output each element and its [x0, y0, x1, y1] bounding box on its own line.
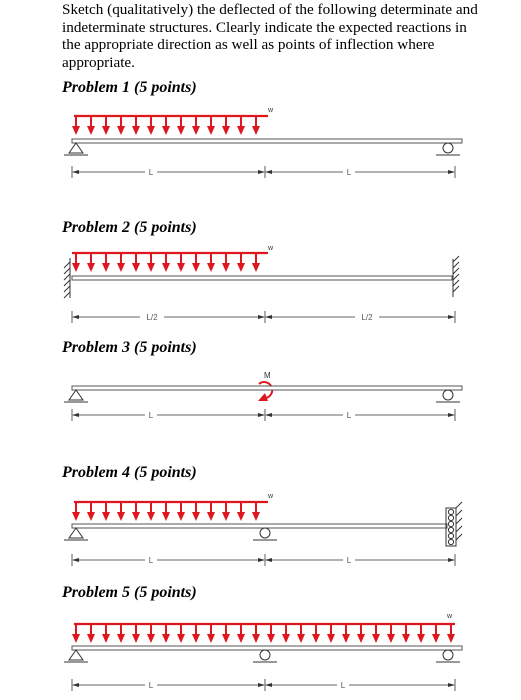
- problem-1-title: Problem 1 (5 points): [62, 79, 197, 96]
- distributed-load: [72, 116, 268, 135]
- load-arrows: [72, 502, 260, 521]
- roller-support-icon: [253, 650, 277, 662]
- problem-3-title: Problem 3 (5 points): [62, 339, 197, 356]
- pin-support-icon: [64, 390, 88, 402]
- fixed-support-left-icon: [64, 258, 70, 298]
- span-label: L: [148, 681, 154, 690]
- span-label: L: [346, 168, 352, 177]
- load-arrows: [72, 624, 455, 643]
- problem-2-figure: [0, 240, 521, 330]
- problem-2-title: Problem 2 (5 points): [62, 219, 197, 236]
- problem-5-figure: [0, 605, 521, 700]
- load-arrows: [72, 116, 260, 135]
- problem-4-figure: [0, 485, 521, 575]
- span-label: L: [346, 556, 352, 565]
- beam: [72, 276, 452, 280]
- dimension-line: [72, 166, 455, 178]
- problem-3-figure: [0, 360, 521, 450]
- dimension-line: [72, 311, 455, 323]
- beam: [72, 386, 462, 390]
- beam: [72, 524, 447, 528]
- problem-4-title: Problem 4 (5 points): [62, 464, 197, 481]
- span-label: L: [346, 411, 352, 420]
- load-label: w: [447, 613, 453, 620]
- problem-1-figure: [0, 100, 521, 190]
- dimension-line: [72, 679, 455, 691]
- roller-support-icon: [436, 650, 460, 662]
- dimension-line: [72, 554, 455, 566]
- distributed-load: [72, 624, 455, 643]
- dimension-line: [72, 409, 455, 421]
- beam: [72, 139, 462, 143]
- span-label: L: [148, 411, 154, 420]
- distributed-load: [72, 253, 268, 272]
- beam: [72, 646, 462, 650]
- pin-support-icon: [64, 143, 88, 155]
- instructions-text: Sketch (qualitatively) the deflected of the following determinate and indeterminate structures. Clearly indicate the expected reactions in the appropriate direction as well as points of inflection where appropriate.: [62, 1, 478, 71]
- span-label: L: [148, 556, 154, 565]
- span-label: L/2: [146, 313, 158, 322]
- pin-support-icon: [64, 650, 88, 662]
- span-label: L/2: [361, 313, 373, 322]
- load-label: w: [268, 493, 274, 500]
- span-label: L: [340, 681, 346, 690]
- fixed-support-right-icon: [453, 256, 459, 297]
- problem-5-title: Problem 5 (5 points): [62, 584, 197, 601]
- load-label: w: [268, 107, 274, 114]
- moment-label: M: [264, 371, 271, 380]
- roller-support-icon: [436, 143, 460, 155]
- distributed-load: [72, 502, 268, 521]
- load-arrows: [72, 253, 260, 272]
- roller-support-icon: [253, 528, 277, 540]
- guided-roller-support-icon: [446, 502, 462, 546]
- moment-arrow-icon: [258, 382, 272, 401]
- roller-support-icon: [436, 390, 460, 402]
- span-label: L: [148, 168, 154, 177]
- load-label: w: [268, 245, 274, 252]
- pin-support-icon: [64, 528, 88, 540]
